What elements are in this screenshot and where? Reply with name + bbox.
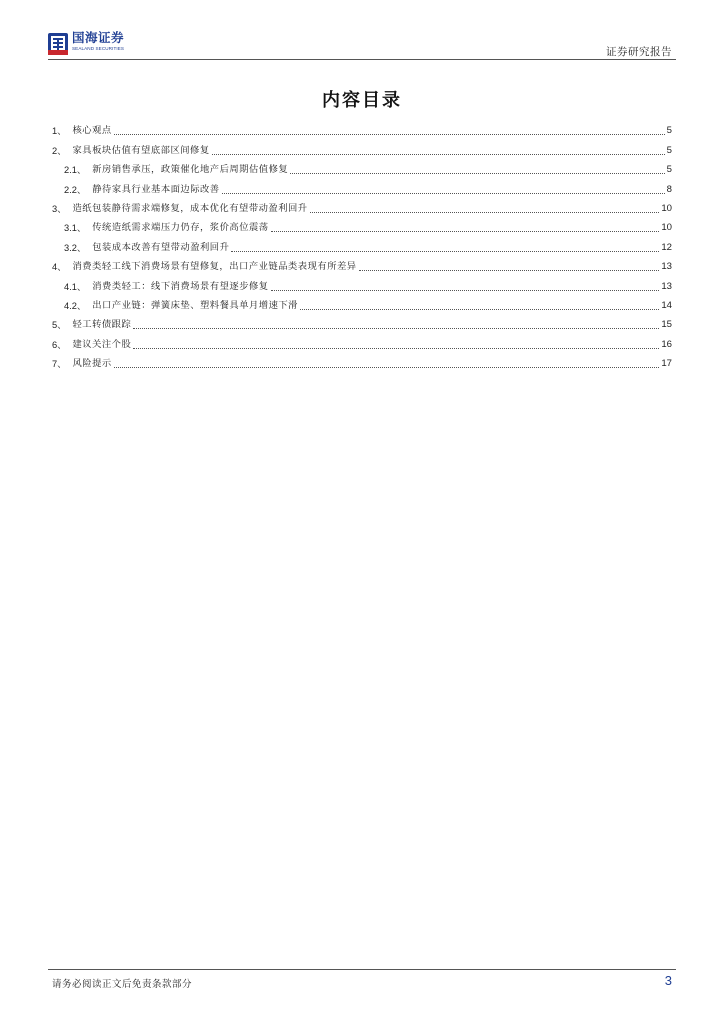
toc-dot-leader [231,251,659,252]
toc-entry-title[interactable]: 静待家具行业基本面边际改善 [92,183,220,195]
toc-entry-title[interactable]: 核心观点 [72,125,112,137]
toc-dot-leader [300,309,659,310]
toc-entry-page[interactable]: 8 [666,183,672,195]
toc-entry[interactable] [52,273,672,292]
toc-entry-number: 4.1、 [64,281,87,292]
footer-divider [48,969,676,970]
toc-entry-number: 2.2、 [64,184,87,195]
toc-title: 内容目录 [322,90,402,111]
toc-entry[interactable] [52,196,672,215]
page-number: 3 [664,973,672,988]
toc-entry-number: 2、 [52,145,67,156]
toc-entry[interactable] [52,234,672,253]
toc-entry-title[interactable]: 家具板块估值有望底部区间修复 [72,144,210,156]
toc-entry-title[interactable]: 风险提示 [72,358,112,370]
toc-entry[interactable] [52,254,672,273]
toc-entry-title[interactable]: 建议关注个股 [72,338,132,350]
toc-entry-page[interactable]: 16 [661,338,672,350]
toc-dot-leader [271,231,660,232]
header-divider [48,59,676,60]
toc-entry-page[interactable]: 5 [666,144,672,156]
toc-entry-number: 3、 [52,203,67,214]
logo-english-name: SEALAND SECURITIES [72,45,125,51]
toc-entry-page[interactable]: 15 [661,319,672,331]
page-header [48,32,676,60]
toc-entry-page[interactable]: 5 [666,125,672,137]
toc-entry-number: 2.1、 [64,165,87,176]
toc-entry-page[interactable]: 13 [661,280,672,292]
toc-entry[interactable] [52,331,672,350]
toc-dot-leader [310,212,660,213]
toc-entry[interactable] [52,351,672,370]
toc-entry-number: 5、 [52,320,67,331]
toc-entry[interactable] [52,312,672,331]
toc-dot-leader [212,154,665,155]
toc-entry-number: 4、 [52,262,67,273]
toc-dot-leader [290,173,664,174]
toc-entry-number: 3.2、 [64,242,87,253]
toc-entry-number: 7、 [52,359,67,370]
toc-entry[interactable] [52,293,672,312]
toc-dot-leader [133,348,659,349]
toc-entry-number: 1、 [52,126,67,137]
toc-entry-page[interactable]: 10 [661,202,672,214]
toc-entry-number: 6、 [52,339,67,350]
toc-entry-title[interactable]: 包装成本改善有望带动盈利回升 [92,241,230,253]
toc-dot-leader [114,367,660,368]
toc-entry-page[interactable]: 14 [661,299,672,311]
table-of-contents [52,118,672,370]
report-type-label: 证券研究报告 [606,46,672,58]
toc-dot-leader [222,193,665,194]
footer-disclaimer: 请务必阅读正文后免责条款部分 [52,979,193,990]
toc-entry-page[interactable]: 17 [661,358,672,370]
toc-entry-title[interactable]: 出口产业链：弹簧床垫、塑料餐具单月增速下滑 [92,299,298,311]
toc-entry-title[interactable]: 造纸包装静待需求端修复，成本优化有望带动盈利回升 [72,202,308,214]
toc-entry-page[interactable]: 12 [661,241,672,253]
toc-dot-leader [133,328,659,329]
toc-entry-page[interactable]: 10 [661,222,672,234]
toc-entry[interactable] [52,176,672,195]
toc-entry-number: 3.1、 [64,223,87,234]
toc-entry-number: 4.2、 [64,300,87,311]
sealand-logo-icon [48,33,68,55]
logo-chinese-name: 国海证券 [72,30,125,45]
toc-dot-leader [359,270,660,271]
toc-entry[interactable] [52,157,672,176]
toc-entry-page[interactable]: 13 [661,261,672,273]
toc-dot-leader [271,290,660,291]
toc-dot-leader [114,134,665,135]
toc-entry-title[interactable]: 轻工转债跟踪 [72,319,132,331]
sealand-securities-logo [48,32,124,58]
toc-entry-page[interactable]: 5 [666,164,672,176]
toc-entry-title[interactable]: 传统造纸需求端压力仍存，浆价高位震荡 [92,222,269,234]
toc-entry-title[interactable]: 消费类轻工：线下消费场景有望逐步修复 [92,280,269,292]
toc-entry-title[interactable]: 消费类轻工线下消费场景有望修复，出口产业链品类表现有所差异 [72,261,357,273]
toc-entry[interactable] [52,118,672,137]
toc-entry[interactable] [52,215,672,234]
toc-entry-title[interactable]: 新房销售承压，政策催化地产后周期估值修复 [92,164,289,176]
toc-entry[interactable] [52,137,672,156]
